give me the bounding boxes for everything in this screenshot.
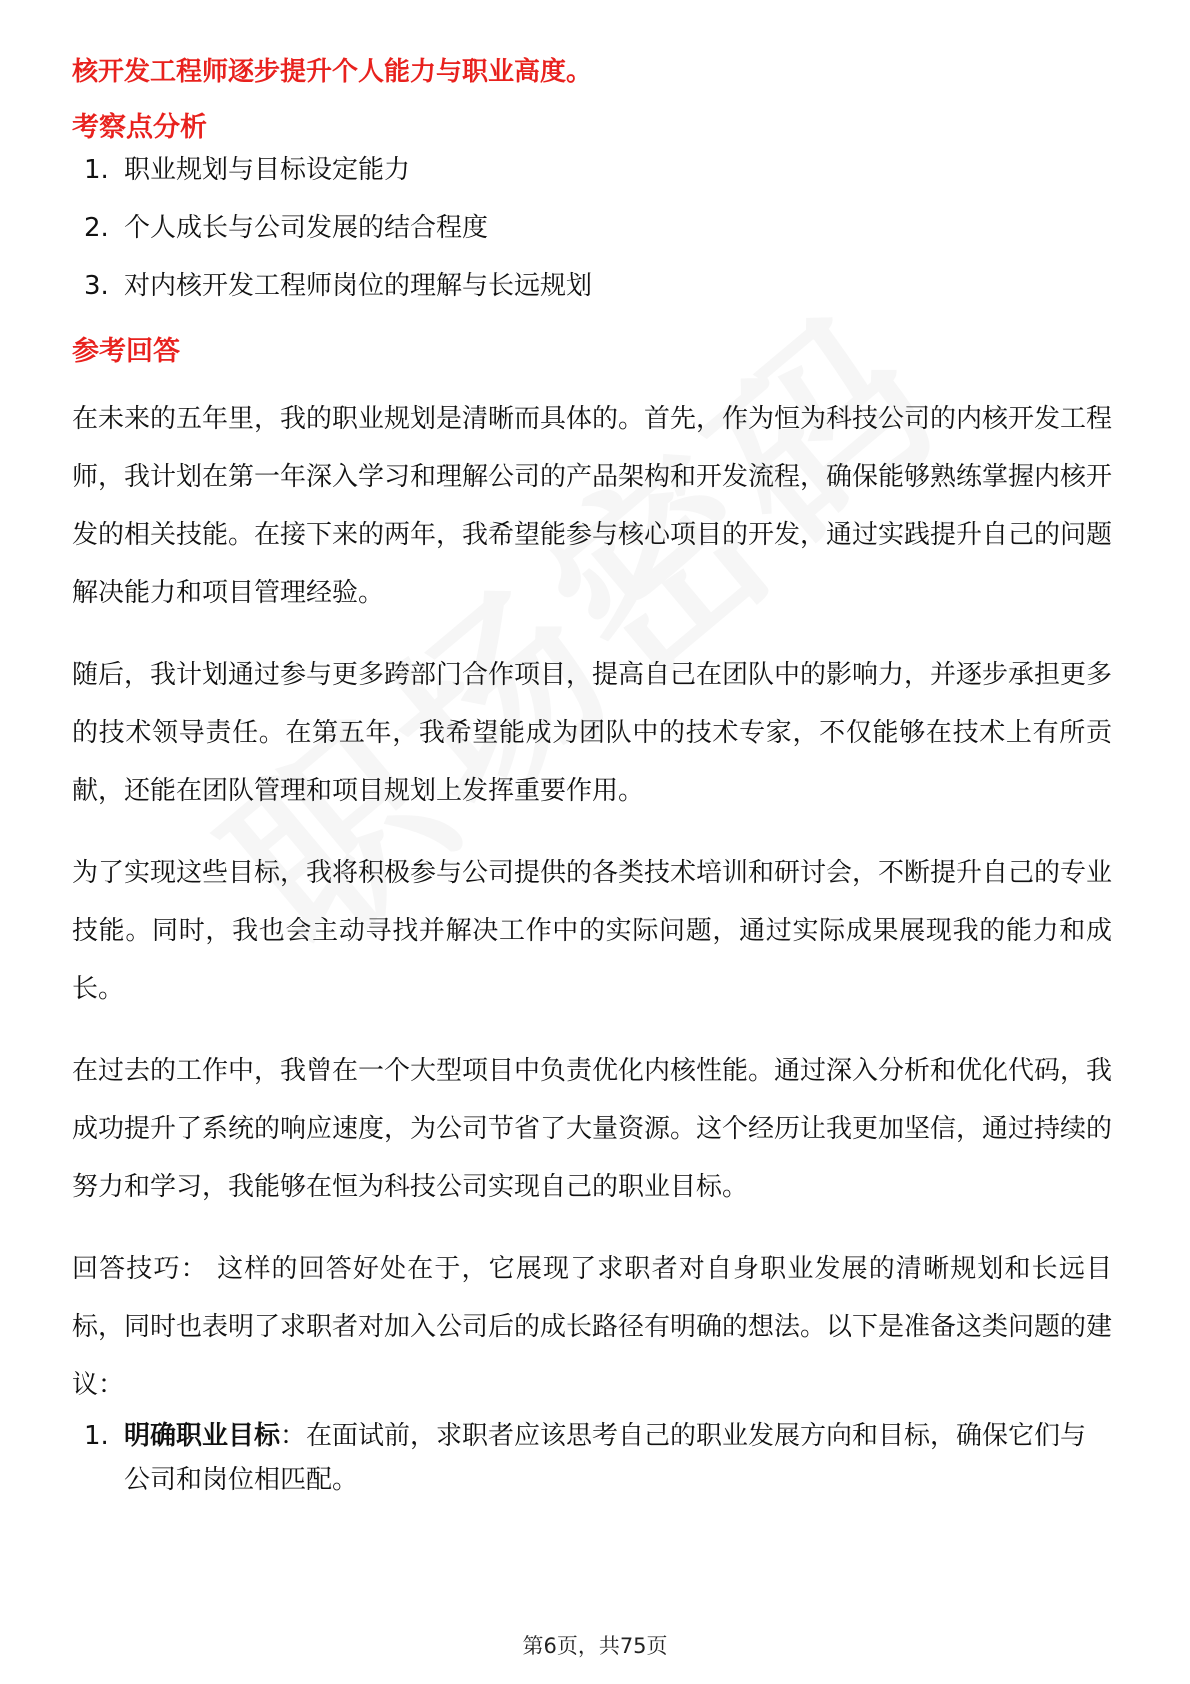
tips-list: [72, 1414, 1112, 1502]
answer-paragraph: 在未来的五年里，我的职业规划是清晰而具体的。首先，作为恒为科技公司的内核开发工程师，我计划在第一年深入学习和理解公司的产品架构和开发流程，确保能够熟练掌握内核开发的相关技能。在接下来的两年，我希望能参与核心项目的开发，通过实践提升自己的问题解决能力和项目管理经验。: [72, 404, 1113, 608]
list-item: [72, 1414, 1112, 1502]
list-item: [72, 264, 1112, 308]
page-number: 第6页，共75页: [522, 1634, 668, 1658]
answer-paragraph: 为了实现这些目标，我将积极参与公司提供的各类技术培训和研讨会，不断提升自己的专业技能。同时，我也会主动寻找并解决工作中的实际问题，通过实际成果展现我的能力和成长。: [72, 858, 1113, 1004]
section-title-analysis: 考察点分析: [72, 112, 207, 143]
tip-keyword: 明确职业目标: [124, 1421, 281, 1451]
list-number: 3.: [84, 271, 109, 301]
list-text: 个人成长与公司发展的结合程度: [124, 213, 489, 243]
tip-text: ：在面试前，求职者应该思考自己的职业发展方向和目标，确保它们与公司和岗位相匹配。: [124, 1421, 1087, 1495]
intro-line: 核开发工程师逐步提升个人能力与职业高度。: [72, 57, 593, 87]
answer-paragraph: 随后，我计划通过参与更多跨部门合作项目，提高自己在团队中的影响力，并逐步承担更多的技术领导责任。在第五年，我希望能成为团队中的技术专家，不仅能够在技术上有所贡献，还能在团队管理和项目规划上发挥重要作用。: [72, 660, 1113, 806]
analysis-list: [72, 148, 1112, 308]
list-item: [72, 206, 1112, 250]
list-number: 2.: [84, 213, 109, 243]
list-item: [72, 148, 1112, 192]
list-text: 职业规划与目标设定能力: [124, 155, 411, 185]
list-number: 1.: [84, 155, 109, 185]
tips-paragraph: 回答技巧： 这样的回答好处在于，它展现了求职者对自身职业发展的清晰规划和长远目标，同时也表明了求职者对加入公司后的成长路径有明确的想法。以下是准备这类问题的建议：: [72, 1254, 1113, 1400]
list-text: 对内核开发工程师岗位的理解与长远规划: [124, 271, 593, 301]
page-content: [72, 52, 1112, 1502]
list-number: 1.: [84, 1421, 109, 1451]
section-title-answer: 参考回答: [72, 336, 180, 367]
answer-paragraph: 在过去的工作中，我曾在一个大型项目中负责优化内核性能。通过深入分析和优化代码，我成功提升了系统的响应速度，为公司节省了大量资源。这个经历让我更加坚信，通过持续的努力和学习，我能够在恒为科技公司实现自己的职业目标。: [72, 1056, 1113, 1202]
